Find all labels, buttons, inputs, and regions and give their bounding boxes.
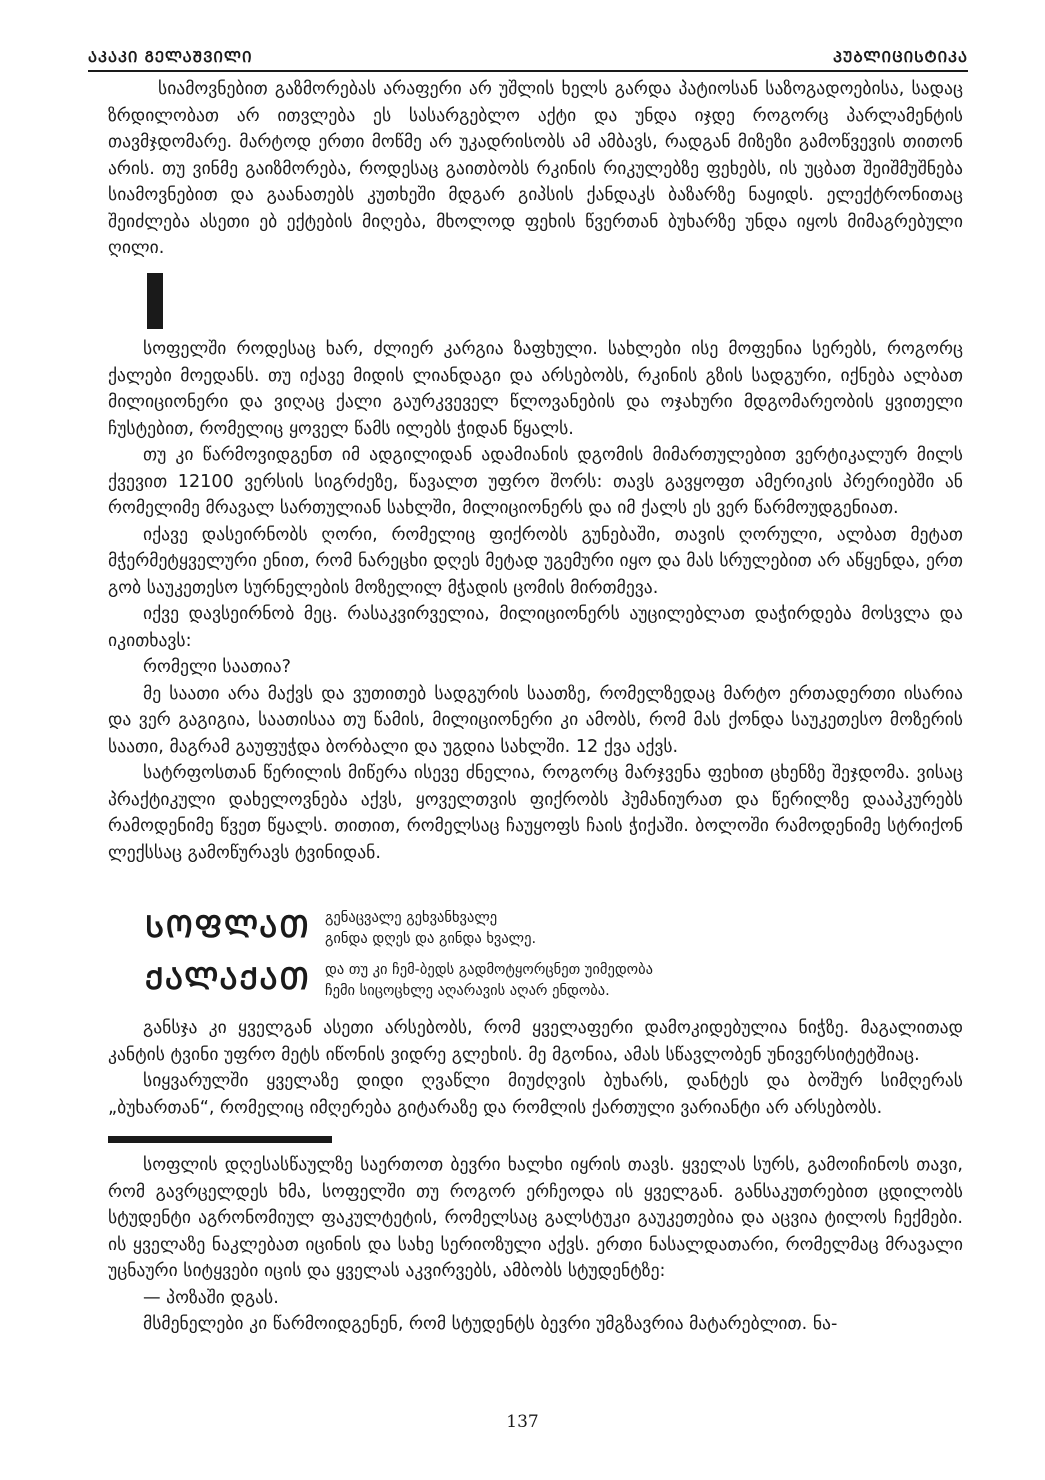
- verse-line: გენაცვალე გეხვანხვალე: [325, 910, 498, 926]
- paragraph: სოფლის დღესასწაულზე საერთოთ ბევრი ხალხი იყრის თავს. ყველას სურს, გამოიჩინოს თავი, რომ გავრცელდეს ხმა, სოფელში თუ როგორ ერჩეოდა ის ყველგან. განსაკუთრებით ცდილობს სტუდენტი აგრონომიულ ფაკულტეტის, რომელსაც გალსტუკი გაუკეთებია და აცვია ტილოს ჩექმები. ის ყველაზე ნაკლებათ იცინის და სახე სერიოზული აქვს. ერთი ნასალდათარი, რომელმაც მრავალი უცნაური სიტყვები იცის და ყველას აკვირვებს, ამბობს სტუდენტზე:: [108, 1155, 963, 1281]
- page-number: 137: [506, 1412, 539, 1432]
- verse-line: ჩემი სიცოცხლე აღარავის აღარ ენდობა.: [325, 983, 610, 999]
- header-author: ᲐᲙᲐᲙᲘ ᲒᲔᲚᲐᲨᲕᲘᲚᲘ: [88, 48, 253, 66]
- header-section: ᲞᲣᲑᲚᲘᲪᲘᲡᲢᲘᲙᲐ: [832, 48, 968, 66]
- paragraph: იქვე დავსეირნობ მეც. რასაკვირველია, მილიციონერს აუცილებლათ დაჭირდება მოსვლა და იკითხავს:: [108, 604, 963, 651]
- text-block-intro: [108, 76, 963, 262]
- section-divider: [108, 1136, 332, 1143]
- verse-heading: ᲥᲐᲚᲐᲥᲐᲗ: [145, 962, 311, 997]
- paragraph: განსჯა კი ყველგან ასეთი არსებობს, რომ ყველაფერი დამოკიდებულია ნიჭზე. მაგალითად კანტის ტვინი უფრო მეტს იწონის ვიდრე გლეხის. მე მგონია, ამას სწავლობენ უნივერსიტეტშიაც.: [108, 1018, 963, 1065]
- running-header: [88, 40, 968, 72]
- verse-lines: [325, 908, 536, 950]
- text-block-judgement: [108, 1015, 963, 1121]
- text-block-village: [108, 336, 963, 866]
- paragraph: მე საათი არა მაქვს და ვუთითებ სადგურის საათზე, რომელზედაც მარტო ერთადერთი ისარია და ვერ გაგიგია, საათისაა თუ წამის, მილიციონერი კი ამობს, რომ მას ქონდა საუკეთესო მოზერის საათი, მაგრამ გაუფუჭდა ბორბალი და უგდია სახლში. 12 ქვა აქვს.: [108, 683, 963, 757]
- verse-line: და თუ კი ჩემ-ბედს გადმოტყორცნეთ უიმედობა: [325, 962, 653, 978]
- paragraph: იქავე დასეირნობს ღორი, რომელიც ფიქრობს გუნებაში, თავის ღორული, ალბათ მეტათ მჭერმეტყველური ენით, რომ ნარეცხი დღეს მეტად უგემური იყო და მას სრულებით არ აწყენდა, ერთ გობ საუკეთესო სურნელების მოზელილ მჭადის ცომის მირთმევა.: [108, 524, 963, 598]
- text-block-festival: [108, 1152, 963, 1338]
- verse-line: გინდა დღეს და გინდა ხვალე.: [325, 931, 537, 947]
- verse-heading: ᲡᲝᲤᲚᲐᲗ: [145, 910, 311, 945]
- section-marker: [147, 273, 163, 329]
- paragraph: სიამოვნებით გაზმორებას არაფერი არ უშლის ხელს გარდა პატიოსან საზოგადოებისა, სადაც ზრდილობათ არ ითვლება ეს სასარგებლო აქტი და უნდა იჯდე როგორც პარლამენტის თავმჯდომარე. მარტოდ ერთი მოწმე არ უკადრისობს ამ ამბავს, რადგან მიზეზი გამოწვევის თითონ არის. თუ ვინმე გაიზმორება, როდესაც გაითბობს რკინის რიკულებზე ფეხებს, ის უცბათ შეიშმუშნება სიამოვნებით და გაანათებს კუთხეში მდგარ გიპსის ქანდაკს ბაზარზე ნაყიდს. ელექტრონითაც შეიძლება ასეთი ებ ექტების მიღება, მხოლოდ ფეხის წვერთან ბუხარზე უნდა იყოს მიმაგრებული ღილი.: [108, 79, 963, 258]
- paragraph: სატრფოსთან წერილის მიწერა ისევე ძნელია, როგორც მარჯვენა ფეხით ცხენზე შეჯდომა. ვისაც პრაქტიკული დახელოვნება აქვს, ყოველთვის ფიქრობს ჰუმანიურათ და წერილზე დააპკურებს რამოდენიმე წვეთ წყალს. თითით, რომელსაც ჩაუყოფს ჩაის ჭიქაში. ბოლოში რამოდენიმე სტრიქონ ლექსსაც გამოწურავს ტვინიდან.: [108, 763, 963, 863]
- paragraph: რომელი საათია?: [143, 657, 291, 677]
- paragraph: მსმენელები კი წარმოიდგენენ, რომ სტუდენტს ბევრი უმგზავრია მატარებლით. ნა-: [143, 1314, 838, 1334]
- verse-lines: [325, 960, 653, 1002]
- paragraph: თუ კი წარმოვიდგენთ იმ ადგილიდან ადამიანის დგომის მიმართულებით ვერტიკალურ მილს ქვევით 12100 ვერსის სიგრძეზე, წავალთ უფრო შორს: თავს გავყოფთ ამერიკის პრერიებში ან რომელიმე მრავალ სართულიან სახლში, მილიციონერს და იმ ქალს ეს ვერ წარმოუდგენიათ.: [108, 445, 963, 518]
- paragraph: — პოზაში დგას.: [143, 1287, 279, 1308]
- paragraph: სოფელში როდესაც ხარ, ძლიერ კარგია ზაფხული. სახლები ისე მოფენია სერებს, როგორც ქალები მოედანს. თუ იქავე მიდის ლიანდაგი და არსებობს, რკინის გზის სადგური, იქნება ალბათ მილიციონერი და ვიღაც ქალი გაურკვეველ წლოვანების და ოჯახური მდგომარეობის ყვითელი ჩუსტებით, რომელიც ყოველ წამს ილებს ჭიდან წყალს.: [108, 339, 963, 439]
- paragraph: სიყვარულში ყველაზე დიდი ღვაწლი მიუძღვის ბუხარს, დანტეს და ბოშურ სიმღერას „ბუხართან“, რომელიც იმღერება გიტარაზე და რომლის ქართული ვარიანტი არ არსებობს.: [108, 1071, 963, 1118]
